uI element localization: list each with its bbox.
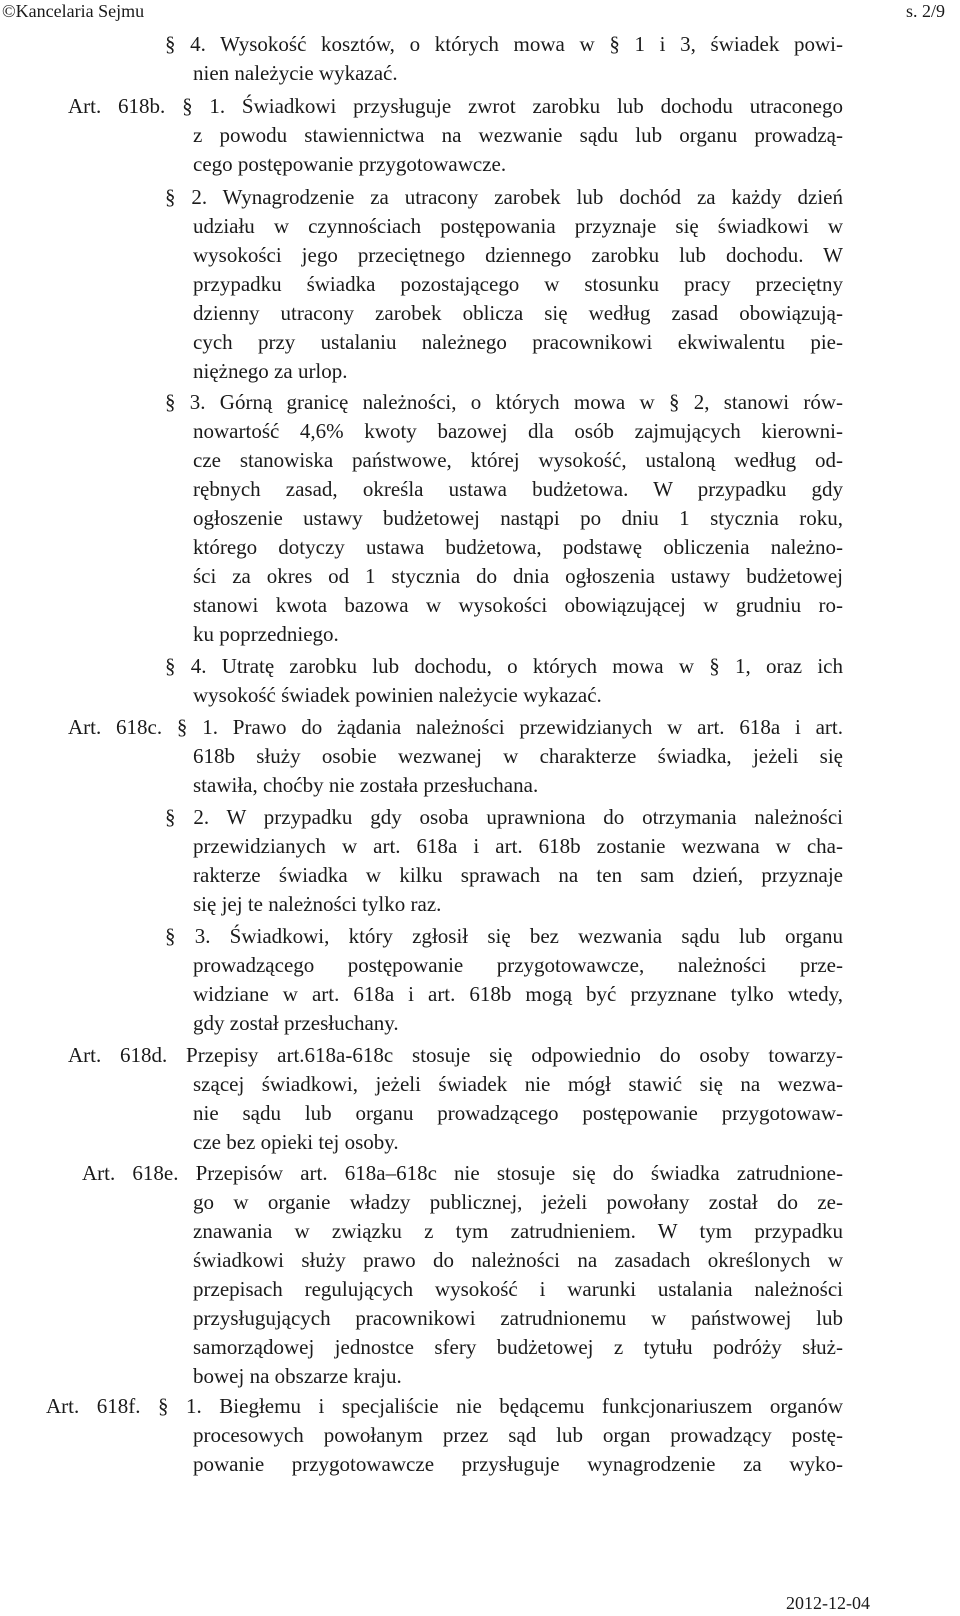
text-line: wysokości jego przeciętnego dziennego zarobku lub dochodu. W [193, 243, 843, 267]
text-line: szącej świadkowi, jeżeli świadek nie mógł stawić się na wezwa- [193, 1072, 843, 1096]
text-line: 618b służy osobie wezwanej w charakterze świadka, jeżeli się [193, 744, 843, 768]
text-line: widziane w art. 618a i art. 618b mogą być przyznane tylko wtedy, [193, 982, 843, 1006]
text-line: § 4. Utratę zarobku lub dochodu, o których mowa w § 1, oraz ich [165, 654, 843, 678]
text-line: § 4. Wysokość kosztów, o których mowa w § 1 i 3, świadek powi- [165, 32, 843, 56]
text-line: świadkowi służy prawo do należności na zasadach określonych w [193, 1248, 843, 1272]
text-line: ku poprzedniego. [193, 622, 339, 646]
text-line: rębnych zasad, określa ustawa budżetowa. W przypadku gdy [193, 477, 843, 501]
footer-date: 2012-12-04 [786, 1593, 870, 1613]
text-line: przysługujących pracownikowi zatrudnionemu w państwowej lub [193, 1306, 843, 1330]
text-line: którego dotyczy ustawa budżetowa, podstawę obliczenia należno- [193, 535, 843, 559]
text-line: go w organie władzy publicznej, jeżeli powołany został do ze- [193, 1190, 843, 1214]
text-line: nowartość 4,6% kwoty bazowej dla osób zajmujących kierowni- [193, 419, 843, 443]
text-line: przewidzianych w art. 618a i art. 618b zostanie wezwana w cha- [193, 834, 843, 858]
text-line: cze stanowiska państwowe, której wysokość, ustaloną według od- [193, 448, 843, 472]
text-line: nie sądu lub organu prowadzącego postępowanie przygotowaw- [193, 1101, 843, 1125]
page-number: s. 2/9 [905, 1, 945, 21]
text-line: się jej te należności tylko raz. [193, 892, 442, 916]
text-line: ogłoszenie ustawy budżetowej nastąpi po dniu 1 stycznia roku, [193, 506, 843, 530]
text-line: nien należycie wykazać. [193, 61, 398, 85]
text-line: udziału w czynnościach postępowania przyznaje się świadkowi w [193, 214, 843, 238]
text-line: rakterze świadka w kilku sprawach na ten sam dzień, przyznaje [193, 863, 843, 887]
text-line: Art. 618b. § 1. Świadkowi przysługuje zwrot zarobku lub dochodu utraconego [68, 94, 843, 118]
text-line: z powodu stawiennictwa na wezwanie sądu lub organu prowadzą- [193, 123, 843, 147]
text-line: przepisach regulujących wysokość i warunki ustalania należności [193, 1277, 843, 1301]
text-line: Art. 618d. Przepisy art.618a-618c stosuje się odpowiednio do osoby towarzy- [68, 1043, 843, 1067]
text-line: gdy został przesłuchany. [193, 1011, 399, 1035]
text-line: § 3. Górną granicę należności, o których mowa w § 2, stanowi rów- [165, 390, 843, 414]
text-line: § 2. Wynagrodzenie za utracony zarobek lub dochód za każdy dzień [165, 185, 843, 209]
text-line: przypadku świadka pozostającego w stosunku pracy przeciętny [193, 272, 843, 296]
text-line: stanowi kwota bazowa w wysokości obowiązującej w grudniu ro- [193, 593, 843, 617]
text-line: samorządowej jednostce sfery budżetowej z tytułu podróży służ- [193, 1335, 843, 1359]
text-line: Art. 618e. Przepisów art. 618a–618c nie stosuje się do świadka zatrudnione- [82, 1161, 843, 1185]
text-line: prowadzącego postępowanie przygotowawcze, należności prze- [193, 953, 843, 977]
text-line: znawania w związku z tym zatrudnieniem. W tym przypadku [193, 1219, 843, 1243]
text-line: powanie przygotowawcze przysługuje wynagrodzenie za wyko- [193, 1452, 843, 1476]
text-line: wysokość świadek powinien należycie wykazać. [193, 683, 602, 707]
text-line: stawiła, choćby nie została przesłuchana. [193, 773, 539, 797]
text-line: cych przy ustalaniu należnego pracownikowi ekwiwalentu pie- [193, 330, 843, 354]
text-line: cego postępowanie przygotowawcze. [193, 152, 507, 176]
text-line: dzienny utracony zarobek oblicza się według zasad obowiązują- [193, 301, 843, 325]
text-line: ści za okres od 1 stycznia do dnia ogłoszenia ustawy budżetowej [193, 564, 843, 588]
text-line: § 3. Świadkowi, który zgłosił się bez wezwania sądu lub organu [165, 924, 843, 948]
text-line: Art. 618c. § 1. Prawo do żądania należności przewidzianych w art. 618a i art. [68, 715, 843, 739]
text-line: niężnego za urlop. [193, 359, 348, 383]
text-line: bowej na obszarze kraju. [193, 1364, 402, 1388]
text-line: cze bez opieki tej osoby. [193, 1130, 399, 1154]
text-line: Art. 618f. § 1. Biegłemu i specjaliście nie będącemu funkcjonariuszem organów [46, 1394, 843, 1418]
text-line: procesowych powołanym przez sąd lub organ prowadzący postę- [193, 1423, 843, 1447]
header-copyright: ©Kancelaria Sejmu [2, 1, 145, 21]
text-line: § 2. W przypadku gdy osoba uprawniona do otrzymania należności [165, 805, 843, 829]
